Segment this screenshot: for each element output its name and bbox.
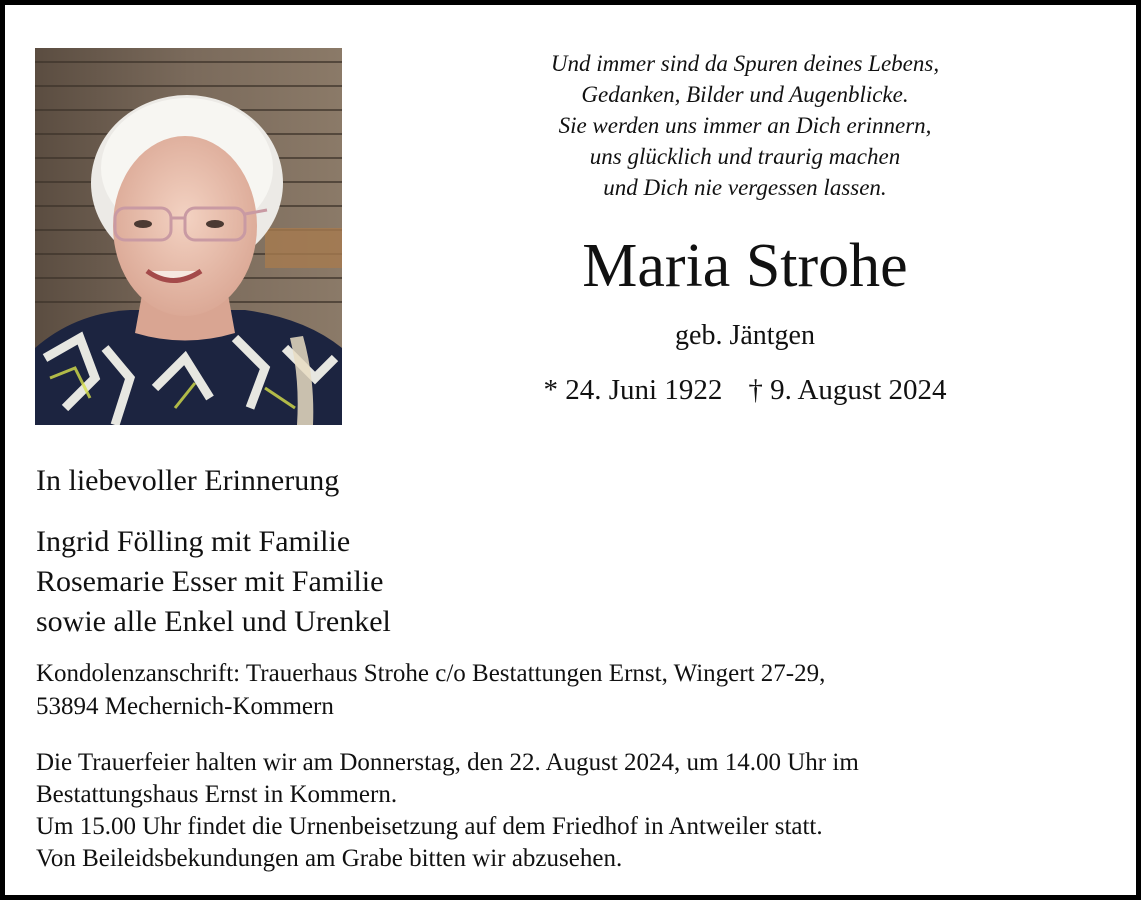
condolence-line: Kondolenzanschrift: Trauerhaus Strohe c/o Bestattungen Ernst, Wingert 27-29, [36,660,826,687]
mourner-line: Rosemarie Esser mit Familie [36,565,384,598]
mourner-line: sowie alle Enkel und Urenkel [36,605,391,638]
verse-line: Und immer sind da Spuren deines Lebens, [550,51,940,76]
verse-line: uns glücklich und traurig machen [589,144,901,169]
portrait-photo [35,48,342,425]
mourners-list [36,522,391,642]
condolence-address [36,657,825,723]
verse-line: Gedanken, Bilder und Augenblicke. [581,82,909,107]
verse-line: Sie werden uns immer an Dich erinnern, [558,113,932,138]
service-line: Um 15.00 Uhr findet die Urnenbeisetzung auf dem Friedhof in Antweiler statt. [36,813,823,840]
mourner-line: Ingrid Fölling mit Familie [36,525,351,558]
service-line: Bestattungshaus Ernst in Kommern. [36,781,398,808]
memory-line: In liebevoller Erinnerung [36,464,340,497]
deceased-name: Maria Strohe [582,232,908,300]
memorial-verse [445,48,1045,203]
birth-date: * 24. Juni 1922 [543,374,723,406]
life-dates [445,372,1045,408]
maiden-name: geb. Jäntgen [675,320,815,351]
verse-line: und Dich nie vergessen lassen. [603,175,887,200]
service-line: Von Beileidsbekundungen am Grabe bitten wir abzusehen. [36,845,623,872]
condolence-line: 53894 Mechernich-Kommern [36,693,334,720]
service-line: Die Trauerfeier halten wir am Donnerstag, den 22. August 2024, um 14.00 Uhr im [36,749,859,776]
funeral-service-info [36,747,859,875]
death-date: † 9. August 2024 [748,374,947,406]
